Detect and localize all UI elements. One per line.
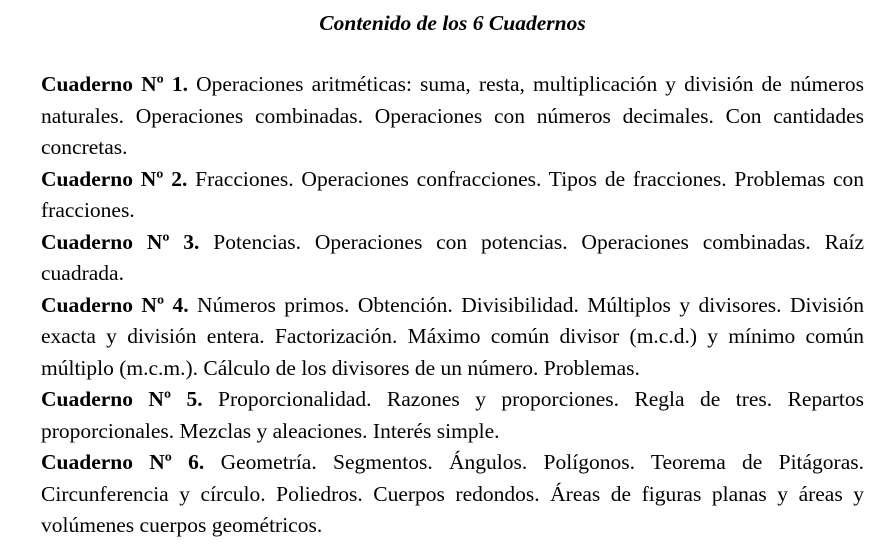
cuaderno-2-text: Fracciones. Operaciones confracciones. Tipos de fracciones. Problemas con fracciones. (41, 166, 865, 222)
cuaderno-5-label: Cuaderno Nº 5. (41, 387, 203, 411)
cuaderno-2-entry (41, 164, 864, 227)
cuadernos-list (41, 69, 864, 542)
cuaderno-6-text: Geometría. Segmentos. Ángulos. Polígonos. Teorema de Pitágoras. Circunferencia y círculo. Poliedros. Cuerpos redondos. Áreas de figuras planas y áreas y volúmenes cuerpos geométricos. (41, 450, 865, 537)
cuaderno-1-entry (41, 69, 864, 164)
cuaderno-4-text: Números primos. Obtención. Divisibilidad. Múltiplos y divisores. División exacta y división entera. Factorización. Máximo común divisor (m.c.d.) y mínimo común múltiplo (m.c.m.). Cálculo de los divisores de un número. Problemas. (41, 292, 865, 380)
cuaderno-3-text: Potencias. Operaciones con potencias. Operaciones combinadas. Raíz cuadrada. (41, 229, 865, 285)
cuaderno-5-entry (41, 384, 864, 447)
cuaderno-3-label: Cuaderno Nº 3. (41, 229, 200, 254)
cuaderno-4-entry (41, 290, 864, 385)
cuaderno-5-text: Proporcionalidad. Razones y proporciones. Regla de tres. Repartos proporcionales. Mezclas y aleaciones. Interés simple. (41, 387, 865, 443)
cuaderno-6-label: Cuaderno Nº 6. (41, 450, 205, 474)
cuaderno-1-text: Operaciones aritméticas: suma, resta, multiplicación y división de números naturales. Operaciones combinadas. Operaciones con números decimales. Con cantidades concretas. (41, 72, 865, 159)
cuaderno-2-label: Cuaderno Nº 2. (41, 166, 188, 191)
document-title: Contenido de los 6 Cuadernos (319, 11, 586, 35)
cuaderno-1-label: Cuaderno Nº 1. (41, 72, 188, 96)
cuaderno-3-entry (41, 227, 864, 290)
cuaderno-6-entry (41, 447, 864, 542)
cuaderno-4-label: Cuaderno Nº 4. (41, 292, 189, 317)
